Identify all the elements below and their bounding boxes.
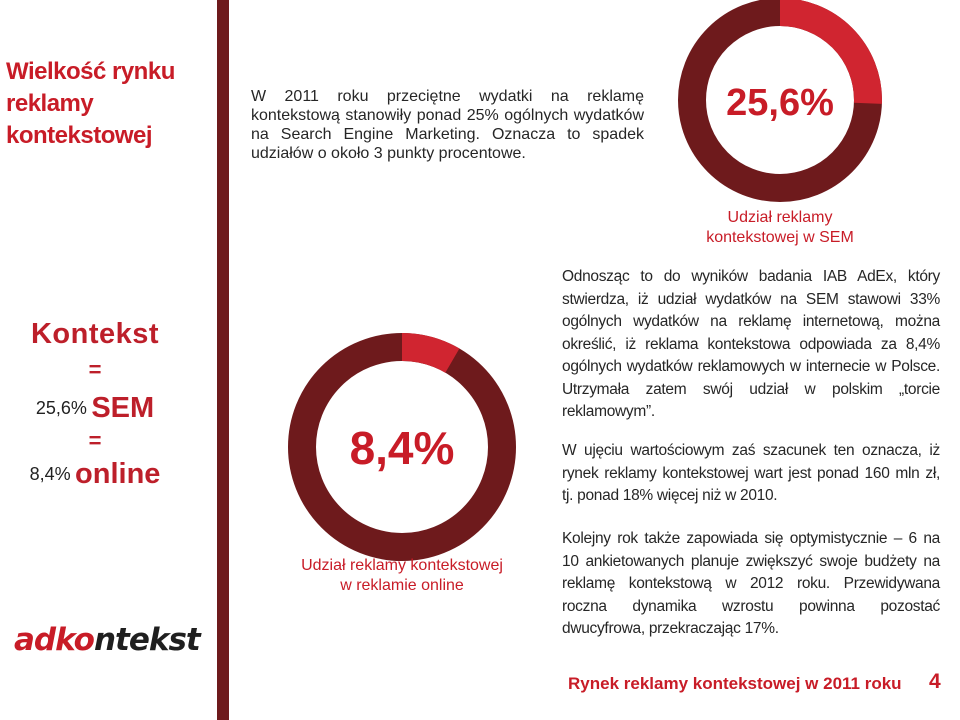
ring-chart-online <box>287 332 517 562</box>
formula-online-row <box>0 458 190 491</box>
ring-sem-value: 25,6% <box>726 82 834 124</box>
ring-online-label-line-2: w reklamie online <box>340 577 464 594</box>
divider-stripe <box>217 0 229 720</box>
sidebar-title <box>6 56 211 152</box>
intro-text: W 2011 roku przeciętne wydatki na reklamę kontekstową stanowiły ponad 25% ogólnych wydatków na Search Engine Marketing. Oznacza to spadek udziałów o około 3 punkty procentowe. <box>251 88 644 162</box>
adkontekst-logo <box>14 622 200 658</box>
sidebar-title-line-2: reklamy <box>6 90 94 117</box>
formula-sem-row <box>0 392 190 425</box>
logo-part-ad: adk <box>14 622 74 658</box>
formula-equals-2: = <box>88 428 102 453</box>
ring-online-label <box>272 556 532 596</box>
formula-online-value: 8,4% <box>29 464 71 484</box>
ring-chart-sem <box>675 0 885 205</box>
paragraph-3: Kolejny rok także zapowiada się optymistycznie – 6 na 10 ankietowanych planuje zwiększyć swoje budżety na reklamę kontekstową w 2012 roku. Przewidywana roczna dynamika wzrostu powinna pozostać dwucyfrowa, przekraczając 17%. <box>562 530 940 637</box>
formula-sem-value: 25,6% <box>35 398 87 418</box>
ring-sem-label <box>680 208 880 248</box>
sidebar-title-line-1: Wielkość rynku <box>6 58 175 85</box>
formula-equals-1: = <box>88 357 102 382</box>
sidebar <box>0 0 217 720</box>
sidebar-title-line-3: kontekstowej <box>6 122 153 149</box>
ring-sem-label-line-2: kontekstowej w SEM <box>706 229 854 246</box>
page-number: 4 <box>929 670 941 693</box>
paragraph-1: Odnosząc to do wyników badania IAB AdEx, który stwierdza, iż udział wydatków na SEM stawowi 33% ogólnych wydatków na reklamę internetową, można określić, iż reklama kontekstowa odpowiada za 8,4% ogólnych wydatków reklamowych w internecie w Polsce. Utrzymała zatem swój udział w polskim „torcie reklamowym”. <box>562 268 940 420</box>
formula-kontekst: Kontekst <box>30 318 160 350</box>
ring-online-label-line-1: Udział reklamy kontekstowej <box>301 557 503 574</box>
formula-sem-word: SEM <box>91 392 155 424</box>
ring-online-value: 8,4% <box>349 422 455 474</box>
logo-part-rest: ntekst <box>93 622 200 658</box>
paragraph-2: W ujęciu wartościowym zaś szacunek ten oznacza, iż rynek reklamy kontekstowej wart jest ponad 160 mln zł, tj. ponad 18% więcej niż w 2010. <box>562 442 940 504</box>
formula-online-word: online <box>75 458 161 490</box>
logo-part-o: o <box>73 622 94 658</box>
footer-title: Rynek reklamy kontekstowej w 2011 roku <box>568 674 902 693</box>
ring-sem-label-line-1: Udział reklamy <box>727 209 833 226</box>
